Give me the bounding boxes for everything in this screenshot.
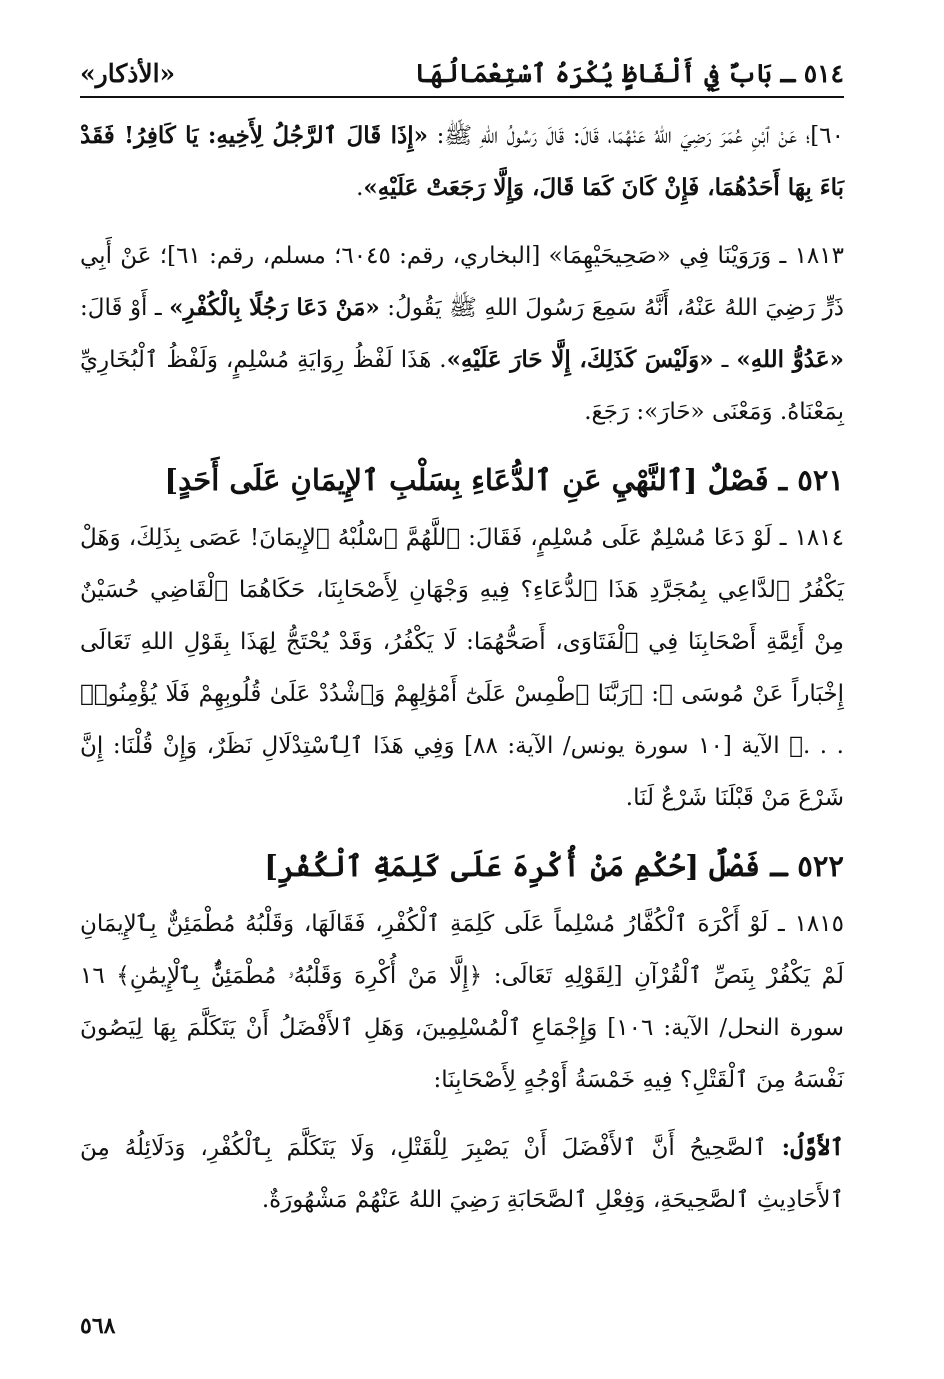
running-header-book-title: «الأذكار»: [80, 59, 176, 88]
connector-text: ـ أَوْ قَالَ:: [80, 295, 170, 321]
section-heading-522: ٥٢٢ ـ فَصْلٌ [حُكْمِ مَنْ أُكْرِهَ عَلَى كَلِمَةِ ٱلْكُفْرِ]: [264, 849, 844, 883]
paragraph-1813: [80, 230, 844, 438]
hadith-quote-bold: «وَلَيْسَ كَذَلِكَ، إِلَّا حَارَ عَلَيْهِ»: [446, 346, 714, 373]
book-page: [80, 52, 844, 1339]
opinion-label: ٱلأَوَّلُ:: [781, 1134, 844, 1161]
connector-text: ـ: [713, 347, 737, 373]
page-number: ٥٦٨: [80, 1313, 116, 1339]
opinion-text: ٱلصَّحِيحُ أَنَّ ٱلأَفْضَلَ أَنْ يَصْبِرَ لِلْقَتْلِ، وَلَا يَتَكَلَّمَ بِٱلْكُفْرِ، وَدَلَائِلُهُ مِنَ ٱلأَحَادِيثِ ٱلصَّحِيحَةِ، وَفِعْلِ ٱلصَّحَابَةِ رَضِيَ اللهُ عَنْهُمْ مَشْهُورَةٌ.: [80, 1135, 844, 1213]
hadith-chain-text: ١٨١٣ ـ وَرَوَيْنَا فِي «صَحِيحَيْهِمَا» [البخاري، رقم: ٦٠٤٥؛ مسلم، رقم: ٦١]؛ عَنْ أَبِي ذَرٍّ رَضِيَ اللهُ عَنْهُ، أَنَّهُ سَمِعَ رَسُولَ اللهِ ﷺ يَقُولُ:: [80, 243, 844, 321]
hadith-chain-text: ٦٠]؛ عَنْ ٱبْنِ عُمَرَ رَضِيَ اللهُ عَنْهُمَا، قَالَ: قَالَ رَسُولُ اللهِ ﷺ:: [427, 123, 844, 149]
hadith-quote-bold: «عَدُوُّ اللهِ»: [736, 346, 844, 373]
hadith-quote-bold: «مَنْ دَعَا رَجُلًا بِالْكُفْرِ»: [169, 294, 380, 321]
hadith-quote-bold: «إِذَا قَالَ ٱلرَّجُلُ لِأَخِيهِ: يَا كَافِرُ! فَقَدْ بَاءَ بِهَا أَحَدُهُمَا، فَإِنْ كَانَ كَمَا قَالَ، وَإِلَّا رَجَعَتْ عَلَيْهِ»: [80, 122, 844, 201]
running-header-section-title: ٥١٤ ـ بَابٌ فِي أَلْفَاظٍ يُكْرَهُ ٱسْتِعْمَالُهَا: [414, 59, 844, 88]
page-body: [80, 110, 844, 1226]
running-header: [80, 52, 844, 98]
paragraph-1815: ١٨١٥ ـ لَوْ أَكْرَهَ ٱلْكُفَّارُ مُسْلِماً عَلَى كَلِمَةِ ٱلْكُفْرِ، فَقَالَهَا، وَقَلْبُهُ مُطْمَئِنٌّ بِٱلإِيمَانِ لَمْ يَكْفُرْ بِنَصِّ ٱلْقُرْآنِ [لِقَوْلِهِ تَعَالَى: ﴿إِلَّا مَنْ أُكْرِهَ وَقَلْبُهُۥ مُطْمَئِنٌّۢ بِٱلْإِيمَٰنِ﴾ ١٦ سورة النحل/ الآية: ١٠٦] وَإِجْمَاعِ ٱلْمُسْلِمِينَ، وَهَلِ ٱلأَفْضَلُ أَنْ يَتَكَلَّمَ بِهَا لِيَصُونَ نَفْسَهُ مِنَ ٱلْقَتْلِ؟ فِيهِ خَمْسَةُ أَوْجُهٍ لِأَصْحَابِنَا:: [80, 911, 844, 1093]
paragraph-1814: ١٨١٤ ـ لَوْ دَعَا مُسْلِمٌ عَلَى مُسْلِمٍ، فَقَالَ: ٱللَّهُمَّ ٱسْلُبْهُ ٱلإِيمَانَ! عَصَى بِذَلِكَ، وَهَلْ يَكْفُرُ ٱلدَّاعِي بِمُجَرَّدِ هَذَا ٱلدُّعَاءِ؟ فِيهِ وَجْهَانِ لِأَصْحَابِنَا، حَكَاهُمَا ٱلْقَاضِي حُسَيْنٌ مِنْ أَئِمَّةِ أَصْحَابِنَا فِي ٱلْفَتَاوَى، أَصَحُّهُمَا: لَا يَكْفُرُ، وَقَدْ يُحْتَجُّ لِهَذَا بِقَوْلِ اللهِ تَعَالَى إِخْبَاراً عَنْ مُوسَى ﷺ: ﴿رَبَّنَا ٱطْمِسْ عَلَىٰٓ أَمْوَٰلِهِمْ وَٱشْدُدْ عَلَىٰ قُلُوبِهِمْ فَلَا يُؤْمِنُوا۟ . . .﴾ الآية [١٠ سورة يونس/ الآية: ٨٨] وَفِي هَذَا ٱلِٱسْتِدْلَالِ نَظَرٌ، وَإِنْ قُلْنَا: إِنَّ شَرْعَ مَنْ قَبْلَنَا شَرْعٌ لَنَا.: [80, 525, 844, 811]
commentary-text: . هَذَا لَفْظُ رِوَايَةِ مُسْلِمٍ، وَلَفْظُ ٱلْبُخَارِيِّ بِمَعْنَاهُ. وَمَعْنَى «حَارَ»: رَجَعَ.: [80, 347, 844, 425]
paragraph-first-opinion: [80, 1122, 844, 1226]
punctuation: .: [356, 175, 364, 201]
paragraph-hadith-continuation: [80, 110, 844, 214]
section-heading-521: ٥٢١ ـ فَصْلٌ [ٱلنَّهْيِ عَنِ ٱلدُّعَاءِ بِسَلْبِ ٱلإِيمَانِ عَلَى أَحَدٍ]: [164, 463, 844, 497]
